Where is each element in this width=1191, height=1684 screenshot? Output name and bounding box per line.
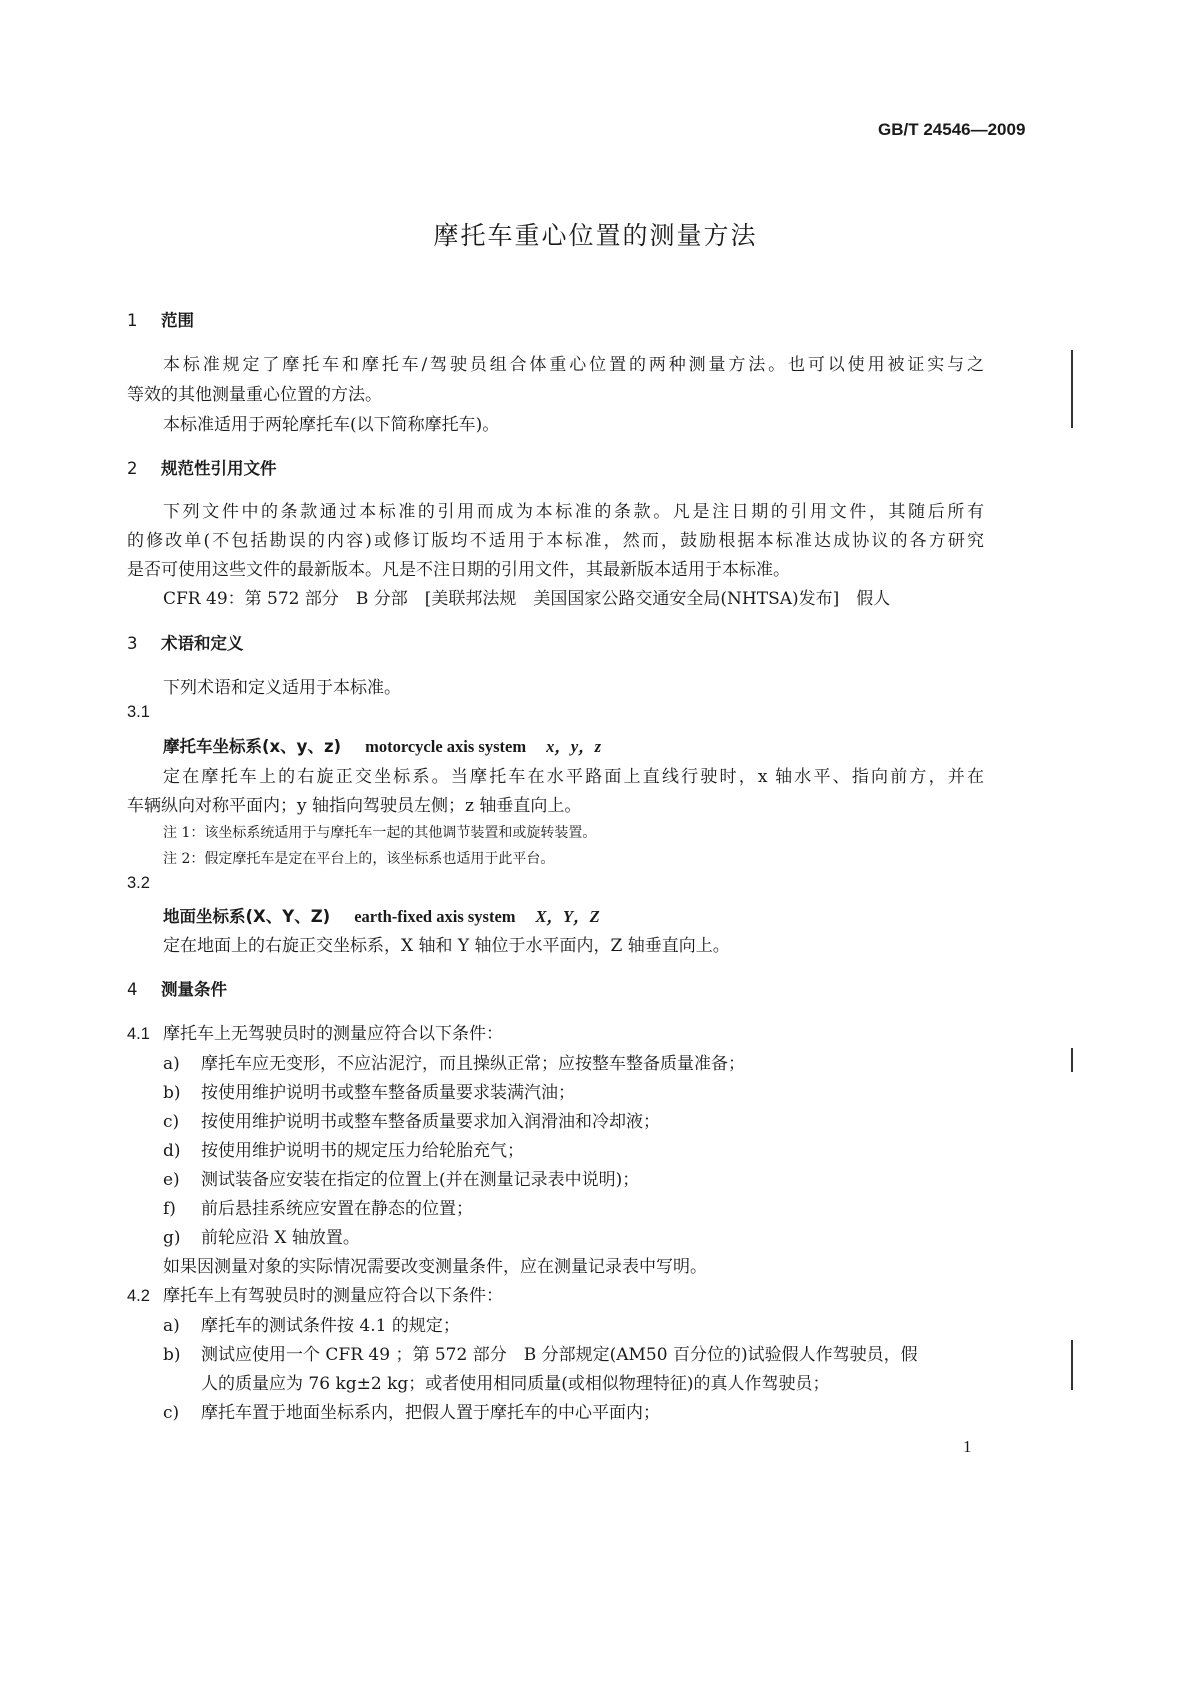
section-1-heading: [127, 307, 194, 331]
list-item-text: 摩托车应无变形，不应沾泥泞，而且操纵正常；应按整车整备质量准备；: [201, 1054, 745, 1074]
section-4-title: 测量条件: [161, 980, 227, 999]
section-3-number: 3: [127, 634, 138, 653]
list-item-label: g): [163, 1228, 181, 1248]
list-item-text: 按使用维护说明书或整车整备质量要求加入润滑油和冷却液；: [201, 1112, 660, 1132]
section-1-para1-line1: 本标准规定了摩托车和摩托车/驾驶员组合体重心位置的两种测量方法。也可以使用被证实与之: [163, 355, 984, 375]
list-item-text: 按使用维护说明书的规定压力给轮胎充气；: [201, 1141, 524, 1161]
list-item-label: b): [163, 1345, 181, 1365]
document-title: 摩托车重心位置的测量方法: [433, 221, 758, 250]
list-item-text: 测试装备应安装在指定的位置上(并在测量记录表中说明)；: [201, 1170, 640, 1190]
term-3-2-number: 3.2: [127, 874, 150, 892]
term-3-1-note-2: 注 2：假定摩托车是定在平台上的，该坐标系也适用于此平台。: [163, 851, 555, 867]
clause-4-1-number: 4.1: [127, 1025, 150, 1043]
list-item: [163, 1165, 639, 1190]
term-3-1-def-line2: 车辆纵向对称平面内；y 轴指向驾驶员左侧；z 轴垂直向上。: [127, 796, 582, 816]
clause-4-1-lead: 摩托车上无驾驶员时的测量应符合以下条件：: [163, 1024, 503, 1044]
term-3-2-def: 定在地面上的右旋正交坐标系，X 轴和 Y 轴位于水平面内，Z 轴垂直向上。: [163, 936, 730, 956]
section-2-para-line3: 是否可使用这些文件的最新版本。凡是不注日期的引用文件，其最新版本适用于本标准。: [127, 560, 790, 580]
term-3-2-en: earth-fixed axis system: [354, 907, 516, 926]
section-1-title: 范围: [161, 311, 194, 330]
section-2-para-line1: 下列文件中的条款通过本标准的引用而成为本标准的条款。凡是注日期的引用文件，其随后所有: [163, 502, 984, 522]
clause-4-2-number: 4.2: [127, 1287, 150, 1305]
section-1-para2: 本标准适用于两轮摩托车(以下简称摩托车)。: [163, 415, 500, 435]
list-item-label: c): [163, 1112, 180, 1132]
change-bar: [1071, 350, 1073, 428]
list-item: [163, 1340, 984, 1365]
list-item-label: e): [163, 1170, 180, 1190]
list-item-text: 前轮应沿 X 轴放置。: [201, 1228, 360, 1248]
term-3-1-cn: 摩托车坐标系(x、y、z): [163, 737, 342, 756]
list-item-text: 摩托车置于地面坐标系内，把假人置于摩托车的中心平面内；: [201, 1403, 660, 1423]
list-item-text: 摩托车的测试条件按 4.1 的规定；: [201, 1316, 460, 1336]
list-item-label: f): [163, 1199, 176, 1219]
page-number: 1: [963, 1437, 972, 1456]
change-bar: [1071, 1048, 1073, 1072]
standard-number: GB/T 24546—2009: [878, 120, 1026, 139]
list-item: [163, 1311, 460, 1336]
clause-4-2-lead: 摩托车上有驾驶员时的测量应符合以下条件：: [163, 1286, 503, 1306]
term-3-2-heading: [163, 903, 600, 927]
term-3-1-note-1: 注 1：该坐标系统适用于与摩托车一起的其他调节装置和或旋转装置。: [163, 825, 597, 841]
list-item-label: b): [163, 1083, 181, 1103]
term-3-2-cn: 地面坐标系(X、Y、Z): [163, 907, 331, 926]
list-item: [163, 1107, 660, 1132]
section-2-heading: [127, 455, 277, 479]
term-3-1-def-line1: 定在摩托车上的右旋正交坐标系。当摩托车在水平路面上直线行驶时，x 轴水平、指向前方，并在: [163, 767, 984, 787]
list-item-text: 测试应使用一个 CFR 49 ；第 572 部分 B 分部规定(AM50 百分位的)试验假人作驾驶员，假: [201, 1345, 918, 1365]
list-item-label: a): [163, 1054, 180, 1074]
section-1-number: 1: [127, 311, 138, 330]
clause-4-1: [127, 1019, 503, 1044]
term-3-1-heading: [163, 733, 601, 757]
list-item: [163, 1078, 575, 1103]
list-item-label: a): [163, 1316, 180, 1336]
list-item: [163, 1194, 473, 1219]
term-3-1-en: motorcycle axis system: [365, 737, 527, 756]
section-1-para1-line2: 等效的其他测量重心位置的方法。: [127, 385, 382, 405]
list-item-label: d): [163, 1141, 181, 1161]
section-3-title: 术语和定义: [161, 634, 244, 653]
list-item: [163, 1398, 660, 1423]
section-2-para-line2: 的修改单(不包括勘误的内容)或修订版均不适用于本标准，然而，鼓励根据本标准达成协议的各方研究: [127, 531, 984, 551]
normative-reference: CFR 49：第 572 部分 B 分部 [美联邦法规 美国国家公路交通安全局(NHTSA)发布] 假人: [163, 589, 891, 609]
term-3-1-symbol: x，y，z: [546, 737, 602, 756]
list-item-text: 按使用维护说明书或整车整备质量要求装满汽油；: [201, 1083, 575, 1103]
section-4-heading: [127, 976, 227, 1000]
section-3-intro: 下列术语和定义适用于本标准。: [163, 678, 401, 698]
clause-4-2: [127, 1281, 503, 1306]
section-2-title: 规范性引用文件: [161, 459, 277, 478]
change-bar: [1071, 1340, 1073, 1390]
term-3-1-number: 3.1: [127, 703, 150, 721]
list-item-continuation: 人的质量应为 76 kg±2 kg；或者使用相同质量(或相似物理特征)的真人作驾驶员；: [201, 1374, 830, 1394]
section-3-heading: [127, 630, 244, 654]
section-2-number: 2: [127, 459, 138, 478]
list-item: [163, 1049, 745, 1074]
clause-4-1-closing: 如果因测量对象的实际情况需要改变测量条件，应在测量记录表中写明。: [163, 1257, 707, 1277]
term-3-2-symbol: X，Y，Z: [535, 907, 600, 926]
list-item-text: 前后悬挂系统应安置在静态的位置；: [201, 1199, 473, 1219]
list-item: [163, 1223, 360, 1248]
list-item-label: c): [163, 1403, 180, 1423]
section-4-number: 4: [127, 980, 138, 999]
list-item: [163, 1136, 524, 1161]
